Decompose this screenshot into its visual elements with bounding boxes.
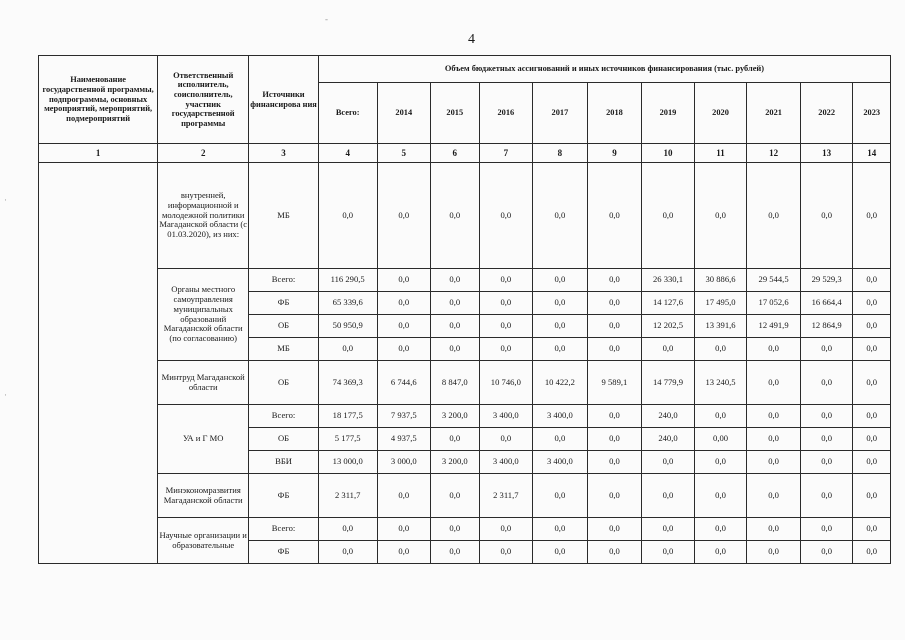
value-cell: 0,0	[533, 428, 588, 451]
value-cell: 0,0	[800, 518, 853, 541]
executor-cell: Научные организации и образовательные	[158, 518, 249, 564]
value-cell: 7 937,5	[377, 405, 431, 428]
header-executor: Ответственный исполнитель, соисполнитель, участник государственной программы	[158, 56, 249, 144]
value-cell: 0,0	[377, 518, 431, 541]
funding-source-cell: ВБИ	[249, 451, 319, 474]
table-row	[39, 405, 891, 428]
funding-source-cell: Всего:	[249, 518, 319, 541]
value-cell: 26 330,1	[642, 269, 695, 292]
header-year: 2021	[747, 83, 801, 144]
value-cell: 0,0	[587, 451, 642, 474]
executor-cell: Минтруд Магаданской области	[158, 361, 249, 405]
value-cell: 0,0	[853, 428, 891, 451]
value-cell: 17 052,6	[747, 292, 801, 315]
value-cell: 0,0	[318, 338, 377, 361]
value-cell: 18 177,5	[318, 405, 377, 428]
value-cell: 0,0	[853, 315, 891, 338]
value-cell: 0,0	[533, 338, 588, 361]
value-cell: 0,0	[800, 361, 853, 405]
value-cell: 3 400,0	[479, 405, 533, 428]
value-cell: 12 202,5	[642, 315, 695, 338]
funding-source-cell: Всего:	[249, 269, 319, 292]
value-cell: 0,0	[479, 541, 533, 564]
funding-source-cell: МБ	[249, 338, 319, 361]
value-cell: 0,0	[747, 361, 801, 405]
value-cell: 240,0	[642, 428, 695, 451]
executor-cell: УА и Г МО	[158, 405, 249, 474]
value-cell: 0,0	[853, 518, 891, 541]
value-cell: 0,0	[642, 474, 695, 518]
value-cell: 0,0	[587, 163, 642, 269]
value-cell: 0,0	[747, 518, 801, 541]
value-cell: 30 886,6	[694, 269, 747, 292]
value-cell: 10 746,0	[479, 361, 533, 405]
value-cell: 17 495,0	[694, 292, 747, 315]
value-cell: 0,0	[318, 541, 377, 564]
value-cell: 0,0	[479, 518, 533, 541]
column-number: 11	[694, 144, 747, 163]
funding-source-cell: ОБ	[249, 428, 319, 451]
value-cell: 0,0	[431, 269, 480, 292]
value-cell: 0,0	[694, 474, 747, 518]
value-cell: 65 339,6	[318, 292, 377, 315]
header-budget-volume: Объем бюджетных ассигнований и иных источников финансирования (тыс. рублей)	[318, 56, 890, 83]
value-cell: 74 369,3	[318, 361, 377, 405]
budget-table	[38, 55, 891, 564]
funding-source-cell: ФБ	[249, 474, 319, 518]
column-number: 10	[642, 144, 695, 163]
value-cell: 2 311,7	[479, 474, 533, 518]
value-cell: 0,0	[853, 541, 891, 564]
value-cell: 12 864,9	[800, 315, 853, 338]
value-cell: 0,0	[533, 541, 588, 564]
value-cell: 0,0	[694, 338, 747, 361]
column-number: 9	[587, 144, 642, 163]
header-program-name: Наименование государственной программы, подпрограммы, основных мероприятий, мероприятий, подмероприятий	[39, 56, 158, 144]
value-cell: 0,0	[479, 163, 533, 269]
value-cell: 13 000,0	[318, 451, 377, 474]
value-cell: 3 400,0	[533, 405, 588, 428]
value-cell: 0,0	[853, 405, 891, 428]
column-number: 7	[479, 144, 533, 163]
header-year: 2019	[642, 83, 695, 144]
value-cell: 0,0	[747, 474, 801, 518]
value-cell: 50 950,9	[318, 315, 377, 338]
value-cell: 2 311,7	[318, 474, 377, 518]
value-cell: 12 491,9	[747, 315, 801, 338]
value-cell: 0,0	[642, 338, 695, 361]
column-number: 2	[158, 144, 249, 163]
value-cell: 0,0	[431, 315, 480, 338]
column-number: 6	[431, 144, 480, 163]
value-cell: 0,0	[533, 518, 588, 541]
value-cell: 0,0	[318, 518, 377, 541]
value-cell: 0,0	[694, 518, 747, 541]
column-number: 3	[249, 144, 319, 163]
value-cell: 0,0	[694, 541, 747, 564]
value-cell: 0,0	[431, 474, 480, 518]
value-cell: 0,0	[642, 541, 695, 564]
header-year: 2023	[853, 83, 891, 144]
value-cell: 0,0	[694, 451, 747, 474]
value-cell: 0,0	[747, 338, 801, 361]
funding-source-cell: ФБ	[249, 541, 319, 564]
value-cell: 0,0	[747, 405, 801, 428]
value-cell: 0,0	[318, 163, 377, 269]
value-cell: 0,0	[747, 451, 801, 474]
funding-source-cell: ОБ	[249, 315, 319, 338]
column-number: 4	[318, 144, 377, 163]
value-cell: 0,0	[853, 451, 891, 474]
value-cell: 0,0	[587, 474, 642, 518]
value-cell: 0,0	[694, 405, 747, 428]
value-cell: 0,0	[533, 292, 588, 315]
value-cell: 3 200,0	[431, 451, 480, 474]
executor-cell: Органы местного самоуправления муниципальных образований Магаданской области (по согласованию)	[158, 269, 249, 361]
header-year: 2020	[694, 83, 747, 144]
value-cell: 0,0	[587, 315, 642, 338]
value-cell: 0,0	[642, 518, 695, 541]
table-row	[39, 474, 891, 518]
value-cell: 0,0	[533, 315, 588, 338]
value-cell: 0,0	[377, 315, 431, 338]
scan-speck: ·	[4, 195, 7, 205]
value-cell: 0,0	[800, 405, 853, 428]
value-cell: 0,0	[533, 269, 588, 292]
value-cell: 8 847,0	[431, 361, 480, 405]
value-cell: 0,0	[853, 269, 891, 292]
budget-table-wrapper	[38, 55, 891, 564]
value-cell: 0,0	[479, 428, 533, 451]
value-cell: 0,0	[479, 269, 533, 292]
value-cell: 14 779,9	[642, 361, 695, 405]
value-cell: 9 589,1	[587, 361, 642, 405]
page-number: 4	[468, 32, 475, 47]
scan-speck: ·	[4, 390, 7, 400]
table-row	[39, 361, 891, 405]
value-cell: 0,0	[431, 428, 480, 451]
value-cell: 0,0	[431, 163, 480, 269]
value-cell: 0,0	[853, 361, 891, 405]
program-name-cell	[39, 163, 158, 564]
header-year: 2014	[377, 83, 431, 144]
table-row	[39, 518, 891, 541]
value-cell: 0,0	[479, 315, 533, 338]
value-cell: 0,0	[800, 163, 853, 269]
value-cell: 0,0	[431, 292, 480, 315]
funding-source-cell: Всего:	[249, 405, 319, 428]
value-cell: 0,0	[747, 541, 801, 564]
value-cell: 16 664,4	[800, 292, 853, 315]
value-cell: 4 937,5	[377, 428, 431, 451]
header-funding-source: Источники финансирова ния	[249, 56, 319, 144]
value-cell: 0,0	[587, 541, 642, 564]
value-cell: 0,0	[479, 338, 533, 361]
value-cell: 0,0	[479, 292, 533, 315]
value-cell: 0,0	[800, 428, 853, 451]
value-cell: 0,0	[377, 269, 431, 292]
executor-cell: внутренней, информационной и молодежной политики Магаданской области (с 01.03.2020), из них:	[158, 163, 249, 269]
value-cell: 0,0	[800, 451, 853, 474]
value-cell: 10 422,2	[533, 361, 588, 405]
value-cell: 0,0	[800, 474, 853, 518]
value-cell: 3 000,0	[377, 451, 431, 474]
value-cell: 0,0	[431, 518, 480, 541]
column-number: 13	[800, 144, 853, 163]
value-cell: 29 544,5	[747, 269, 801, 292]
value-cell: 0,0	[431, 338, 480, 361]
value-cell: 0,0	[747, 428, 801, 451]
value-cell: 0,0	[587, 518, 642, 541]
header-year: 2022	[800, 83, 853, 144]
value-cell: 3 400,0	[479, 451, 533, 474]
value-cell: 0,0	[853, 163, 891, 269]
value-cell: 0,0	[377, 163, 431, 269]
column-number: 14	[853, 144, 891, 163]
value-cell: 29 529,3	[800, 269, 853, 292]
value-cell: 0,0	[587, 405, 642, 428]
value-cell: 0,0	[853, 292, 891, 315]
header-year: 2016	[479, 83, 533, 144]
value-cell: 14 127,6	[642, 292, 695, 315]
value-cell: 0,0	[587, 338, 642, 361]
value-cell: 0,0	[377, 292, 431, 315]
scan-speck: -	[325, 14, 328, 24]
header-year: 2017	[533, 83, 588, 144]
table-row	[39, 269, 891, 292]
executor-cell: Минэкономразвития Магаданской области	[158, 474, 249, 518]
value-cell: 0,0	[853, 338, 891, 361]
table-row	[39, 163, 891, 269]
value-cell: 5 177,5	[318, 428, 377, 451]
funding-source-cell: МБ	[249, 163, 319, 269]
value-cell: 0,0	[377, 338, 431, 361]
value-cell: 240,0	[642, 405, 695, 428]
column-number: 5	[377, 144, 431, 163]
value-cell: 0,0	[587, 292, 642, 315]
value-cell: 0,0	[377, 541, 431, 564]
funding-source-cell: ОБ	[249, 361, 319, 405]
value-cell: 0,0	[533, 474, 588, 518]
value-cell: 0,0	[800, 541, 853, 564]
value-cell: 0,00	[694, 428, 747, 451]
value-cell: 0,0	[694, 163, 747, 269]
value-cell: 0,0	[431, 541, 480, 564]
value-cell: 6 744,6	[377, 361, 431, 405]
value-cell: 116 290,5	[318, 269, 377, 292]
column-number: 8	[533, 144, 588, 163]
value-cell: 13 391,6	[694, 315, 747, 338]
value-cell: 3 200,0	[431, 405, 480, 428]
value-cell: 0,0	[800, 338, 853, 361]
value-cell: 0,0	[853, 474, 891, 518]
value-cell: 0,0	[642, 451, 695, 474]
header-year: Всего:	[318, 83, 377, 144]
value-cell: 0,0	[533, 163, 588, 269]
value-cell: 3 400,0	[533, 451, 588, 474]
column-number: 12	[747, 144, 801, 163]
value-cell: 0,0	[587, 269, 642, 292]
funding-source-cell: ФБ	[249, 292, 319, 315]
value-cell: 13 240,5	[694, 361, 747, 405]
value-cell: 0,0	[377, 474, 431, 518]
header-year: 2015	[431, 83, 480, 144]
value-cell: 0,0	[642, 163, 695, 269]
column-number: 1	[39, 144, 158, 163]
value-cell: 0,0	[747, 163, 801, 269]
value-cell: 0,0	[587, 428, 642, 451]
header-year: 2018	[587, 83, 642, 144]
